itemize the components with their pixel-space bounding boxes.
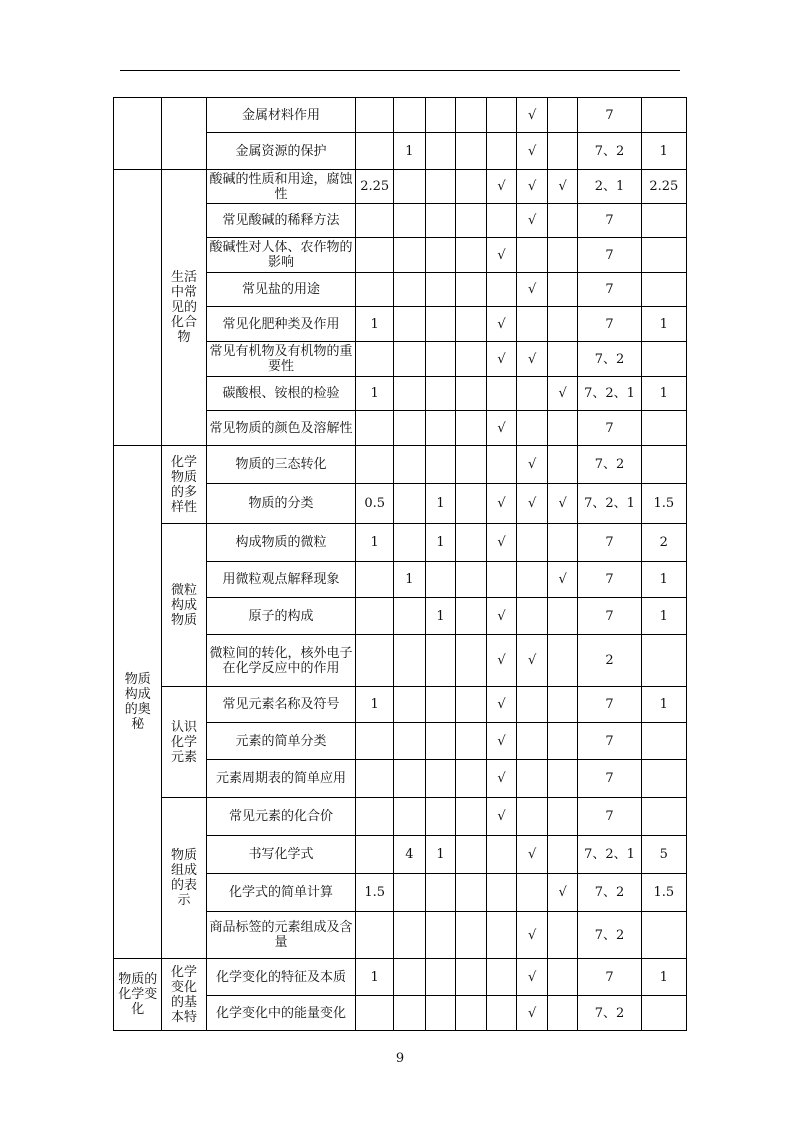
group-composition-label: 物质组成的表示 [171, 848, 198, 908]
check-cell [547, 760, 578, 798]
value-cell [394, 411, 426, 446]
table-row [114, 687, 687, 723]
value-cell [456, 996, 487, 1031]
check-cell [486, 959, 517, 996]
value-cell [425, 342, 456, 377]
check-cell [486, 133, 517, 170]
group-compounds-label: 生活中常见的化合物 [171, 270, 198, 345]
score-cell: 1 [356, 524, 394, 562]
check-cell [547, 959, 578, 996]
check-cell: √ [486, 524, 517, 562]
check-cell: √ [517, 342, 548, 377]
value-cell [425, 874, 456, 912]
topic-cell: 常见元素名称及符号 [206, 687, 356, 723]
table-body [114, 98, 687, 1031]
table-row [114, 798, 687, 836]
value-cell [394, 598, 426, 635]
value-cell [425, 133, 456, 170]
value-cell [456, 836, 487, 874]
check-cell: √ [547, 377, 578, 411]
score-cell [356, 133, 394, 170]
total-cell [641, 635, 686, 687]
group-change-label: 物质的化学变化 [118, 972, 158, 1017]
check-cell [547, 687, 578, 723]
check-cell: √ [486, 238, 517, 273]
topic-cell: 化学变化中的能量变化 [206, 996, 356, 1031]
total-cell [641, 204, 686, 238]
total-cell: 1 [641, 959, 686, 996]
value-cell [456, 307, 487, 342]
question-type-cell: 7、2、1 [578, 377, 641, 411]
value-cell [425, 307, 456, 342]
question-type-cell: 2、1 [578, 170, 641, 204]
total-cell: 1 [641, 598, 686, 635]
value-cell [425, 411, 456, 446]
question-type-cell: 7 [578, 204, 641, 238]
value-cell [456, 342, 487, 377]
check-cell: √ [517, 446, 548, 484]
score-cell [356, 562, 394, 598]
total-cell: 1.5 [641, 874, 686, 912]
question-type-cell: 7 [578, 307, 641, 342]
check-cell: √ [486, 411, 517, 446]
topic-cell: 常见有机物及有机物的重要性 [206, 342, 356, 377]
table-row [114, 170, 687, 204]
value-cell [394, 273, 426, 307]
question-type-cell: 7 [578, 238, 641, 273]
value-cell [456, 798, 487, 836]
total-cell [641, 912, 686, 959]
value-cell [425, 635, 456, 687]
score-cell [356, 635, 394, 687]
total-cell: 1 [641, 307, 686, 342]
value-cell [394, 307, 426, 342]
page-number: 9 [395, 1051, 405, 1066]
value-cell [456, 204, 487, 238]
table-row [114, 446, 687, 484]
table-row [114, 98, 687, 133]
total-cell [641, 446, 686, 484]
question-type-cell: 7 [578, 411, 641, 446]
value-cell [456, 377, 487, 411]
question-type-cell: 7、2 [578, 874, 641, 912]
check-cell [547, 307, 578, 342]
value-cell [456, 687, 487, 723]
score-cell [356, 723, 394, 760]
score-cell: 1 [356, 307, 394, 342]
question-type-cell: 7 [578, 760, 641, 798]
value-cell [456, 484, 487, 524]
score-cell: 1.5 [356, 874, 394, 912]
total-cell [641, 342, 686, 377]
question-type-cell: 7 [578, 562, 641, 598]
topic-cell: 金属资源的保护 [206, 133, 356, 170]
value-cell [456, 170, 487, 204]
check-cell: √ [517, 635, 548, 687]
check-cell [547, 273, 578, 307]
value-cell [456, 760, 487, 798]
score-cell [356, 598, 394, 635]
topic-cell: 酸碱性对人体、农作物的影响 [206, 238, 356, 273]
value-cell: 1 [394, 562, 426, 598]
value-cell [456, 446, 487, 484]
value-cell [425, 687, 456, 723]
table-row [114, 524, 687, 562]
check-cell [547, 411, 578, 446]
value-cell [425, 760, 456, 798]
check-cell [547, 836, 578, 874]
group-elements [162, 687, 206, 798]
value-cell [456, 959, 487, 996]
check-cell: √ [517, 273, 548, 307]
question-type-cell: 7 [578, 98, 641, 133]
check-cell: √ [547, 874, 578, 912]
question-type-cell: 7、2 [578, 133, 641, 170]
check-cell [547, 524, 578, 562]
topic-cell: 化学式的简单计算 [206, 874, 356, 912]
total-cell: 1 [641, 377, 686, 411]
group-change-features-label: 化学变化的基本特 [171, 964, 198, 1025]
check-cell [547, 446, 578, 484]
value-cell [394, 377, 426, 411]
check-cell [486, 446, 517, 484]
value-cell [425, 377, 456, 411]
value-cell [456, 874, 487, 912]
value-cell [394, 524, 426, 562]
check-cell [547, 635, 578, 687]
question-type-cell: 7、2 [578, 996, 641, 1031]
topic-cell: 金属材料作用 [206, 98, 356, 133]
question-type-cell: 7、2 [578, 342, 641, 377]
value-cell [425, 204, 456, 238]
check-cell [547, 238, 578, 273]
check-cell [517, 874, 548, 912]
check-cell [547, 996, 578, 1031]
check-cell: √ [486, 760, 517, 798]
total-cell: 5 [641, 836, 686, 874]
check-cell: √ [517, 959, 548, 996]
topic-cell: 原子的构成 [206, 598, 356, 635]
value-cell [394, 760, 426, 798]
value-cell: 1 [394, 133, 426, 170]
check-cell: √ [486, 170, 517, 204]
check-cell [517, 598, 548, 635]
check-cell: √ [486, 723, 517, 760]
group-diversity-label: 化学物质的多样性 [171, 454, 198, 515]
score-cell [356, 798, 394, 836]
question-type-cell: 7 [578, 723, 641, 760]
value-cell [456, 598, 487, 635]
check-cell [517, 377, 548, 411]
group-compounds [162, 170, 206, 446]
group-composition [162, 798, 206, 959]
check-cell: √ [547, 170, 578, 204]
question-type-cell: 7、2、1 [578, 836, 641, 874]
score-cell: 2.25 [356, 170, 394, 204]
check-cell: √ [517, 98, 548, 133]
question-type-cell: 2 [578, 635, 641, 687]
topic-cell: 常见盐的用途 [206, 273, 356, 307]
check-cell: √ [547, 484, 578, 524]
value-cell [394, 170, 426, 204]
check-cell [547, 98, 578, 133]
score-cell: 0.5 [356, 484, 394, 524]
check-cell: √ [486, 342, 517, 377]
topic-cell: 化学变化的特征及本质 [206, 959, 356, 996]
check-cell [486, 377, 517, 411]
value-cell [394, 342, 426, 377]
value-cell [456, 562, 487, 598]
score-cell [356, 238, 394, 273]
check-cell [547, 798, 578, 836]
continued-level2-cell [162, 98, 206, 170]
check-cell [517, 411, 548, 446]
check-cell: √ [517, 484, 548, 524]
check-cell: √ [486, 635, 517, 687]
topic-cell: 酸碱的性质和用途，腐蚀性 [206, 170, 356, 204]
check-cell [547, 204, 578, 238]
check-cell: √ [517, 912, 548, 959]
check-cell [547, 912, 578, 959]
value-cell: 1 [425, 524, 456, 562]
total-cell [641, 273, 686, 307]
score-cell: 1 [356, 377, 394, 411]
total-cell [641, 760, 686, 798]
question-type-cell: 7、2、1 [578, 484, 641, 524]
group-change-features [162, 959, 206, 1031]
check-cell [486, 98, 517, 133]
value-cell [394, 238, 426, 273]
question-type-cell: 7 [578, 524, 641, 562]
topic-cell: 用微粒观点解释现象 [206, 562, 356, 598]
value-cell [456, 635, 487, 687]
score-cell [356, 760, 394, 798]
total-cell [641, 723, 686, 760]
group-elements-label: 认识化学元素 [171, 719, 198, 765]
total-cell [641, 996, 686, 1031]
value-cell [394, 723, 426, 760]
check-cell: √ [547, 562, 578, 598]
check-cell: √ [517, 170, 548, 204]
check-cell [486, 874, 517, 912]
check-cell [517, 562, 548, 598]
check-cell [486, 204, 517, 238]
value-cell [425, 98, 456, 133]
total-cell: 1 [641, 562, 686, 598]
check-cell [517, 723, 548, 760]
topic-cell: 常见化肥种类及作用 [206, 307, 356, 342]
topic-cell: 常见元素的化合价 [206, 798, 356, 836]
value-cell [394, 959, 426, 996]
score-cell: 1 [356, 959, 394, 996]
question-type-cell: 7 [578, 273, 641, 307]
group-diversity [162, 446, 206, 524]
topic-cell: 碳酸根、铵根的检验 [206, 377, 356, 411]
value-cell [456, 912, 487, 959]
value-cell: 1 [425, 836, 456, 874]
check-cell: √ [486, 687, 517, 723]
question-type-cell: 7 [578, 687, 641, 723]
total-cell: 1 [641, 687, 686, 723]
total-cell [641, 411, 686, 446]
score-cell [356, 411, 394, 446]
value-cell [425, 238, 456, 273]
topic-cell: 元素的简单分类 [206, 723, 356, 760]
value-cell: 1 [425, 598, 456, 635]
total-cell: 2 [641, 524, 686, 562]
value-cell: 1 [425, 484, 456, 524]
value-cell [425, 959, 456, 996]
check-cell: √ [486, 598, 517, 635]
value-cell [425, 446, 456, 484]
value-cell [394, 484, 426, 524]
curriculum-table [113, 97, 687, 1031]
check-cell [486, 996, 517, 1031]
check-cell [517, 687, 548, 723]
score-cell [356, 98, 394, 133]
check-cell [486, 836, 517, 874]
topic-cell: 物质的分类 [206, 484, 356, 524]
total-cell [641, 798, 686, 836]
score-cell [356, 912, 394, 959]
check-cell [486, 912, 517, 959]
score-cell [356, 836, 394, 874]
continued-level1-cell [114, 98, 162, 170]
check-cell: √ [517, 204, 548, 238]
value-cell [425, 798, 456, 836]
topic-cell: 构成物质的微粒 [206, 524, 356, 562]
value-cell [456, 133, 487, 170]
group-structure [114, 446, 162, 959]
check-cell [547, 598, 578, 635]
value-cell [425, 562, 456, 598]
header-rule [120, 70, 680, 71]
score-cell [356, 273, 394, 307]
value-cell [394, 874, 426, 912]
value-cell [394, 98, 426, 133]
table-row [114, 959, 687, 996]
check-cell [547, 723, 578, 760]
group-structure-label: 物质构成的奥秘 [124, 672, 151, 732]
question-type-cell: 7 [578, 798, 641, 836]
value-cell [425, 273, 456, 307]
value-cell [456, 411, 487, 446]
value-cell [394, 446, 426, 484]
check-cell [547, 342, 578, 377]
check-cell [517, 760, 548, 798]
check-cell [486, 562, 517, 598]
check-cell [547, 133, 578, 170]
value-cell [394, 635, 426, 687]
check-cell: √ [517, 836, 548, 874]
value-cell [456, 98, 487, 133]
check-cell: √ [517, 133, 548, 170]
value-cell [394, 996, 426, 1031]
question-type-cell: 7、2 [578, 912, 641, 959]
question-type-cell: 7 [578, 959, 641, 996]
total-cell [641, 98, 686, 133]
check-cell [517, 798, 548, 836]
value-cell [394, 798, 426, 836]
group-particles [162, 524, 206, 687]
check-cell [517, 524, 548, 562]
value-cell [425, 170, 456, 204]
topic-cell: 书写化学式 [206, 836, 356, 874]
value-cell [425, 723, 456, 760]
value-cell: 4 [394, 836, 426, 874]
total-cell: 1 [641, 133, 686, 170]
check-cell [517, 307, 548, 342]
value-cell [394, 687, 426, 723]
total-cell: 2.25 [641, 170, 686, 204]
value-cell [425, 912, 456, 959]
check-cell: √ [486, 484, 517, 524]
topic-cell: 物质的三态转化 [206, 446, 356, 484]
continued-level1-cell [114, 170, 162, 446]
score-cell: 1 [356, 687, 394, 723]
total-cell [641, 238, 686, 273]
score-cell [356, 342, 394, 377]
question-type-cell: 7 [578, 598, 641, 635]
value-cell [425, 996, 456, 1031]
value-cell [456, 723, 487, 760]
value-cell [456, 273, 487, 307]
score-cell [356, 996, 394, 1031]
score-cell [356, 204, 394, 238]
total-cell: 1.5 [641, 484, 686, 524]
value-cell [456, 238, 487, 273]
group-change [114, 959, 162, 1031]
check-cell: √ [517, 996, 548, 1031]
value-cell [456, 524, 487, 562]
topic-cell: 常见酸碱的稀释方法 [206, 204, 356, 238]
check-cell: √ [486, 307, 517, 342]
topic-cell: 元素周期表的简单应用 [206, 760, 356, 798]
check-cell: √ [486, 798, 517, 836]
topic-cell: 常见物质的颜色及溶解性 [206, 411, 356, 446]
check-cell [517, 238, 548, 273]
question-type-cell: 7、2 [578, 446, 641, 484]
value-cell [394, 204, 426, 238]
check-cell [486, 273, 517, 307]
score-cell [356, 446, 394, 484]
topic-cell: 微粒间的转化，核外电子在化学反应中的作用 [206, 635, 356, 687]
value-cell [394, 912, 426, 959]
topic-cell: 商品标签的元素组成及含量 [206, 912, 356, 959]
group-particles-label: 微粒构成物质 [171, 582, 198, 628]
